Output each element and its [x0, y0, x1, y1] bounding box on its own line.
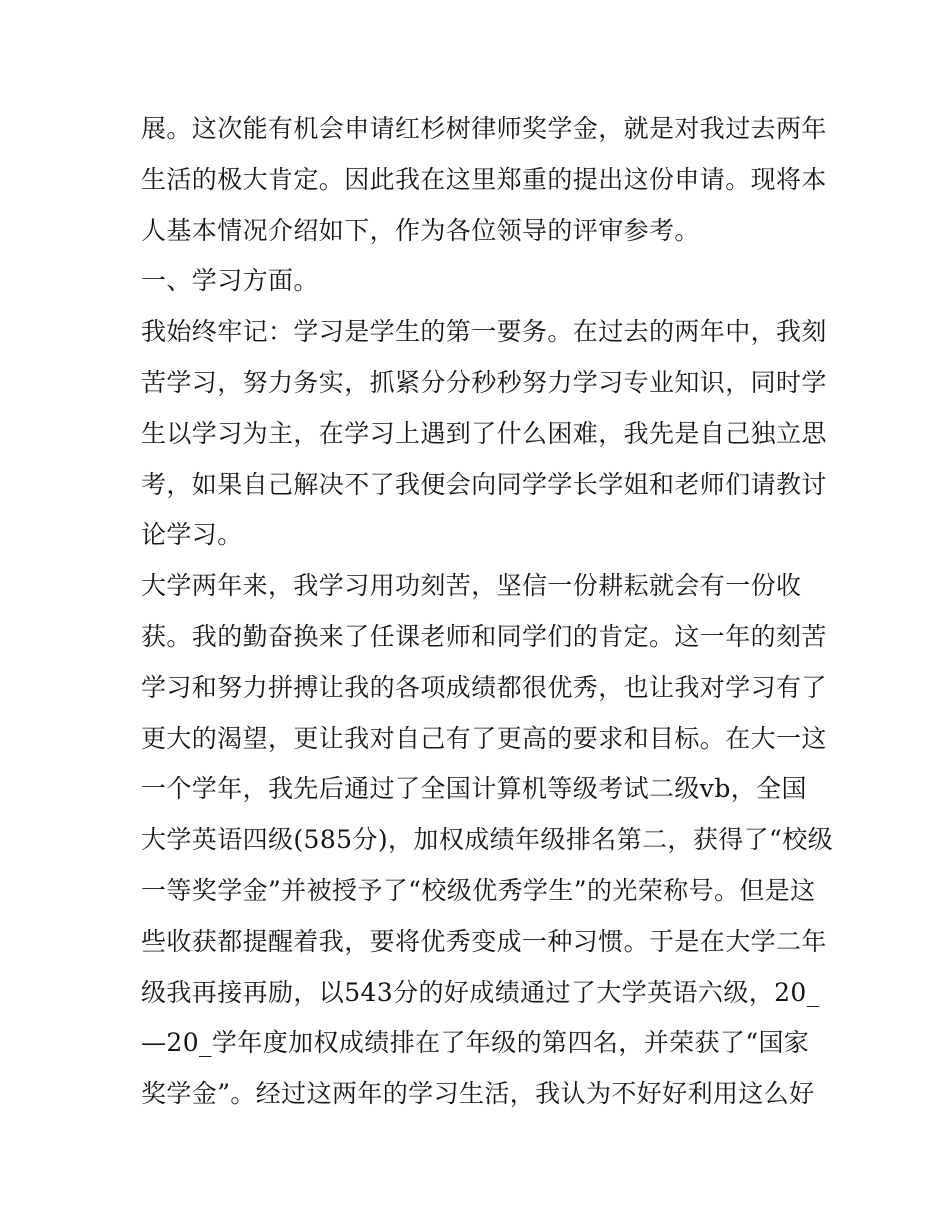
document-body: [141, 104, 834, 1120]
text-line: 一等奖学金”并被授予了“校级优秀学生”的光荣称号。但是这: [141, 875, 816, 905]
section-heading: 一、学习方面。: [141, 266, 319, 296]
text-line: 奖学金”。经过这两年的学习生活，我认为不好好利用这么好: [141, 1079, 815, 1109]
text-line: 学习和努力拼搏让我的各项成绩都很优秀，也让我对学习有了: [141, 672, 827, 702]
text-line: 苦学习，努力务实，抓紧分分秒秒努力学习专业知识，同时学: [141, 367, 827, 397]
text-line: 些收获都提醒着我，要将优秀变成一种习惯。于是在大学二年: [141, 926, 827, 956]
text-line: 级我再接再励，以543分的好成绩通过了大学英语六级，20_: [141, 977, 820, 1007]
text-line: 更大的渴望，更让我对自己有了更高的要求和目标。在大一这: [141, 723, 827, 753]
text-line: —20_学年度加权成绩排在了年级的第四名，并荣获了“国家: [141, 1028, 810, 1058]
text-line: 展。这次能有机会申请红杉树律师奖学金，就是对我过去两年: [141, 114, 827, 143]
text-line: 论学习。: [141, 520, 243, 550]
text-line: 生以学习为主，在学习上遇到了什么困难，我先是自己独立思: [141, 418, 827, 448]
text-line: 大学英语四级(585分)，加权成绩年级排名第二，获得了“校级: [141, 825, 834, 855]
text-line: 人基本情况介绍如下，作为各位领导的评审参考。: [141, 215, 700, 245]
text-line: 大学两年来，我学习用功刻苦，坚信一份耕耘就会有一份收: [141, 571, 802, 601]
text-line: 生活的极大肯定。因此我在这里郑重的提出这份申请。现将本: [141, 164, 827, 194]
text-line: 获。我的勤奋换来了任课老师和同学们的肯定。这一年的刻苦: [141, 621, 827, 651]
text-line: 考，如果自己解决不了我便会向同学学长学姐和老师们请教讨: [141, 469, 827, 499]
text-line: 一个学年，我先后通过了全国计算机等级考试二级vb，全国: [141, 774, 807, 804]
text-line: 我始终牢记：学习是学生的第一要务。在过去的两年中，我刻: [141, 317, 827, 347]
